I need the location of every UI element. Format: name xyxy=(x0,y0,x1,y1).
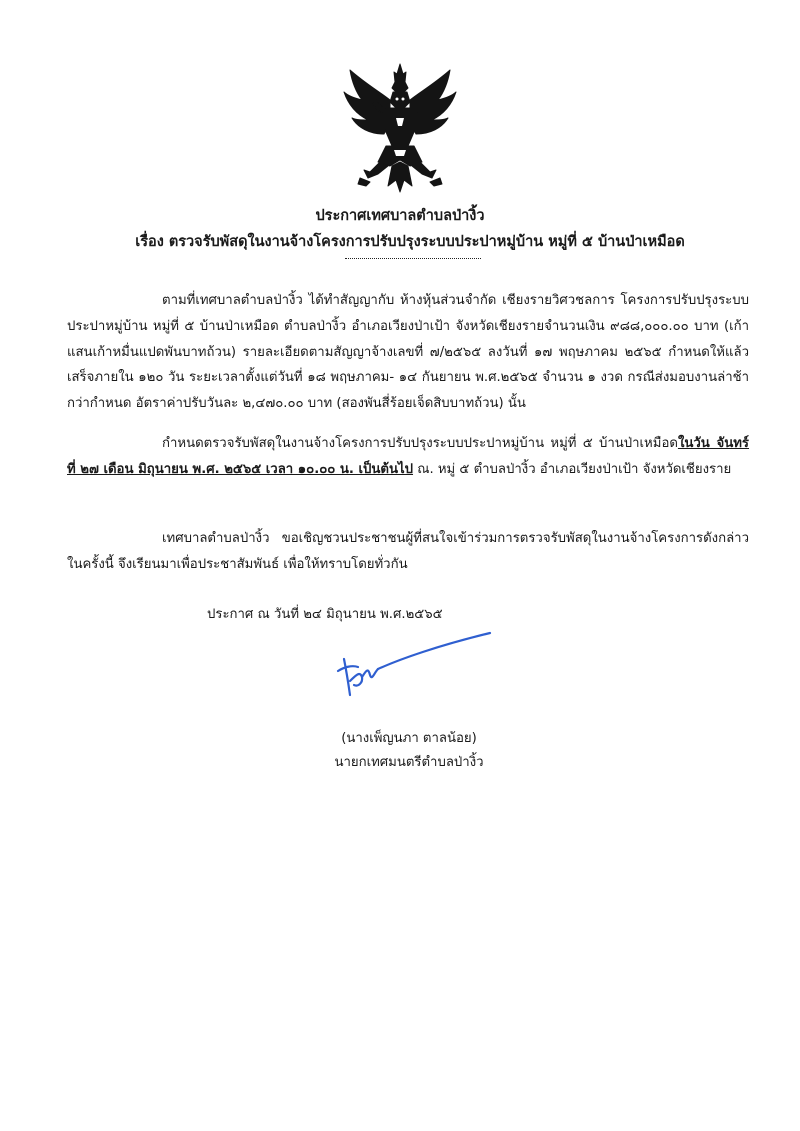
document-title: ประกาศเทศบาลตำบลป่างิ้ว xyxy=(315,208,485,224)
inspection-location-text: ณ. หมู่ ๕ ตำบลป่างิ้ว อำเภอเวียงป่าเป้า จังหวัดเชียงราย xyxy=(413,461,732,477)
inspection-date-emphasis: ในวัน จันทร์ที่ ๒๗ เดือน มิถุนายน พ.ศ. ๒๕๖๕ เวลา ๑๐.๐๐ น. เป็นต้นไป xyxy=(67,436,750,477)
signature-mark xyxy=(330,625,500,705)
document-subject: เรื่อง ตรวจรับพัสดุในงานจ้างโครงการปรับปรุงระบบประปาหมู่บ้าน หมู่ที่ ๕ บ้านป่าเหมือด xyxy=(135,234,685,250)
paragraph-inspection-schedule xyxy=(67,431,749,483)
document-header xyxy=(0,203,800,255)
title-divider xyxy=(345,258,481,259)
paragraph-contract-details xyxy=(67,288,749,417)
paragraph-invitation xyxy=(67,526,749,578)
signer-name: (นางเพ็ญนภา ตาลน้อย) xyxy=(341,731,477,746)
inspection-prefix-text: กำหนดตรวจรับพัสดุในงานจ้างโครงการปรับปรุงระบบประปาหมู่บ้าน หมู่ที่ ๕ บ้านป่าเหมือด xyxy=(162,436,678,451)
invitation-text: เทศบาลตำบลป่างิ้ว ขอเชิญชวนประชาชนผู้ที่สนใจเข้าร่วมการตรวจรับพัสดุในงานจ้างโครงการดังกล่าว ในครั้งนี้ จึงเรียนมาเพื่อประชาสัมพันธ์ เพื่อให้ทราบโดยทั่วกัน xyxy=(67,531,749,572)
announcement-date: ประกาศ ณ วันที่ ๒๔ มิถุนายน พ.ศ.๒๕๖๕ xyxy=(207,607,443,622)
signer-title: นายกเทศมนตรีตำบลป่างิ้ว xyxy=(334,755,484,770)
paragraph-contract-text: ตามที่เทศบาลตำบลป่างิ้ว ได้ทำสัญญากับ ห้างหุ้นส่วนจำกัด เชียงรายวิศวชลการ โครงการปรับปรุงระบบประปาหมู่บ้าน หมู่ที่ ๕ บ้านป่าเหมือด ตำบลป่างิ้ว อำเภอเวียงป่าเป้า จังหวัดเชียงรายจำนวนเงิน ๙๘๘,๐๐๐.๐๐ บาท (เก้าแสนเก้าหมื่นแปดพันบาทถ้วน) รายละเอียดตามสัญญาจ้างเลขที่ ๗/๒๕๖๕ ลงวันที่ ๑๗ พฤษภาคม ๒๕๖๕ กำหนดให้แล้วเสร็จภายใน ๑๒๐ วัน ระยะเวลาตั้งแต่วันที่ ๑๘ พฤษภาคม- ๑๔ กันยายน พ.ศ.๒๕๖๕ จำนวน ๑ งวด กรณีส่งมอบงานล่าช้ากว่ากำหนด อัตราค่าปรับวันละ ๒,๔๗๐.๐๐ บาท (สองพันสี่ร้อยเจ็ดสิบบาทถ้วน) นั้น xyxy=(67,293,749,412)
garuda-emblem-icon xyxy=(340,62,460,194)
